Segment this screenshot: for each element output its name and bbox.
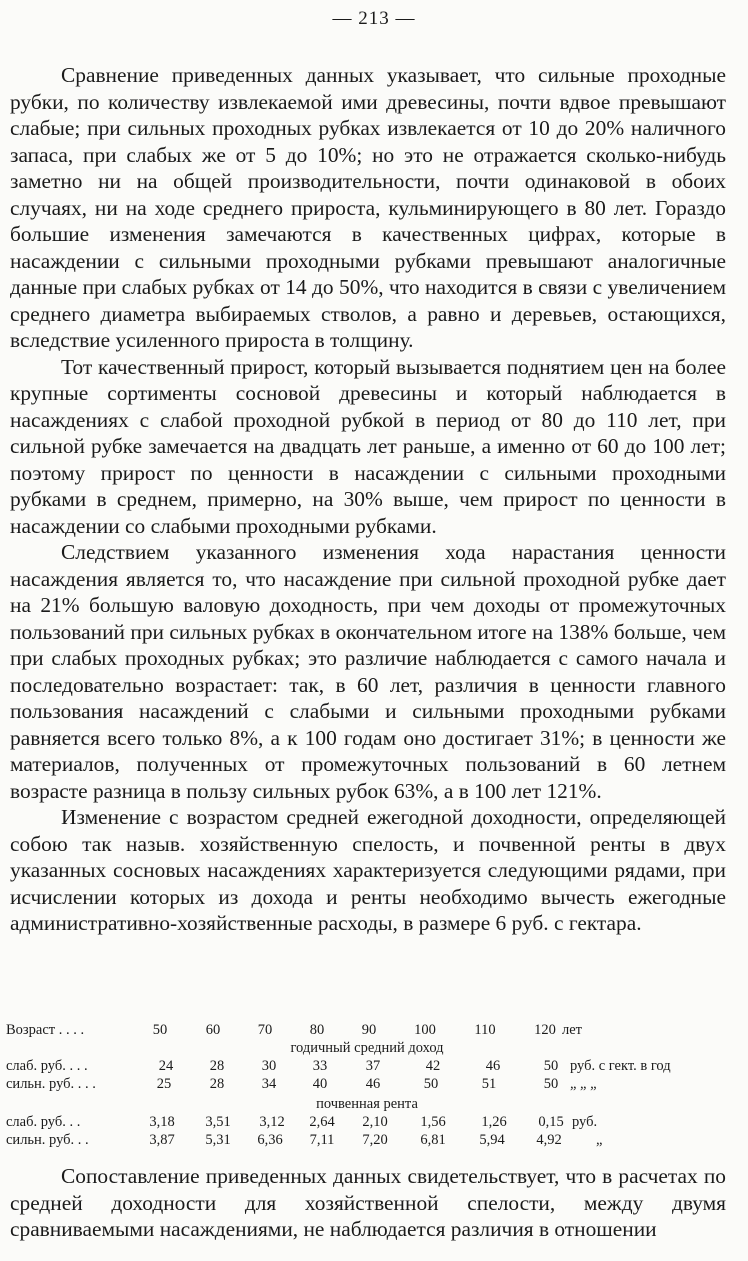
table-row xyxy=(6,1114,728,1132)
age-cell: 110 xyxy=(474,1022,496,1038)
body-text xyxy=(10,62,726,937)
table-cell: 33 xyxy=(312,1058,328,1074)
table-cell: 24 xyxy=(158,1058,174,1074)
age-cell: 60 xyxy=(205,1022,221,1038)
table-cell: 0,15 xyxy=(538,1114,564,1130)
table-cell: 6,36 xyxy=(257,1132,283,1148)
table-cell: 50 xyxy=(423,1076,439,1092)
table-cell: 40 xyxy=(312,1076,328,1092)
age-header-row xyxy=(6,1022,728,1040)
age-label: Возраст . . . . xyxy=(6,1022,85,1038)
paragraph: Следствием указанного изменения хода нарастания ценности насаждения является то, что насаждение при сильной проходной рубке дает на 21% большую валовую доходность, при чем доходы от промежуточных пользований при сильных рубках в окончательном итоге на 138% больше, чем при слабых проходных рубках; это различие наблюдается с самого начала и последовательно возрастает: так, в 60 лет, различия в ценности главного пользования насаждений с слабыми и сильными проходными рубками равняется всего только 8%, а к 100 годам оно достигает 31%; в ценности же материалов, полученных от промежуточных пользований в 60 летнем возрасте разница в пользу сильных рубок 63%, а в 100 лет 121%. xyxy=(10,540,726,803)
table-cell: 28 xyxy=(209,1076,225,1092)
table-cell: 6,81 xyxy=(420,1132,446,1148)
paragraph: Сравнение приведенных данных указывает, что сильные проходные рубки, по количеству извлекаемой ими древесины, почти вдвое превышают слабые; при сильных проходных рубках извлекается от 10 до 20% наличного запаса, при слабых же от 5 до 10%; но это не отражается сколько-нибудь заметно ни на общей производительности, почти одинаковой в обоих случаях, ни на ходе среднего прироста, кульминирующего в 80 лет. Гораздо большие изменения замечаются в качественных цифрах, которые в насаждении с сильными проходными рубками превышают аналогичные данные при слабых рубках от 14 до 50%, что находится в связи с увеличением среднего диаметра выбираемых стволов, а равно и деревьев, остающихся, вследствие усиленного прироста в толщину. xyxy=(10,63,726,352)
table-cell: 1,26 xyxy=(481,1114,507,1130)
section-title-row xyxy=(6,1040,728,1058)
table-cell: 4,92 xyxy=(536,1132,562,1148)
age-cell: 50 xyxy=(152,1022,168,1038)
table-cell: 2,10 xyxy=(362,1114,388,1130)
table-cell: 50 xyxy=(543,1076,559,1092)
table-cell: 2,64 xyxy=(309,1114,335,1130)
row-label: сильн. руб. . . xyxy=(6,1132,89,1148)
row-label: слаб. руб. . . . xyxy=(6,1058,88,1074)
table-cell: 28 xyxy=(209,1058,225,1074)
rent-section-title: почвенная рента xyxy=(316,1096,418,1112)
table-cell: 42 xyxy=(425,1058,441,1074)
paragraph: Сопоставление приведенных данных свидетельствует, что в расчетах по средней доходности для хозяйственной спелости, между двумя сравниваемыми насаждениями, не наблюдается различия в отношении xyxy=(10,1164,726,1241)
row-label: слаб. руб. . . xyxy=(6,1114,81,1130)
row-unit: руб. xyxy=(572,1114,598,1130)
section-title-row xyxy=(6,1096,728,1114)
body-text-continued xyxy=(10,1163,726,1243)
row-unit: „ xyxy=(596,1132,603,1148)
paragraph: Изменение с возрастом средней ежегодной доходности, определяющей собою так назыв. хозяйственную спелость, и почвенной ренты в двух указанных сосновых насаждениях характеризуется следующими рядами, при исчислении которых из дохода и ренты необходимо вычесть ежегодные административно-хозяйственные расходы, в размере 6 руб. с гектара. xyxy=(10,805,726,935)
table-cell: 34 xyxy=(261,1076,277,1092)
row-unit: „ „ „ xyxy=(570,1076,597,1092)
table-cell: 5,31 xyxy=(205,1132,231,1148)
table-cell: 3,87 xyxy=(149,1132,175,1148)
table-row xyxy=(6,1132,728,1150)
table-cell: 1,56 xyxy=(420,1114,446,1130)
age-cell: 90 xyxy=(361,1022,377,1038)
row-label: сильн. руб. . . . xyxy=(6,1076,96,1092)
table-row xyxy=(6,1058,728,1076)
table-cell: 30 xyxy=(261,1058,277,1074)
income-section-title: годичный средний доход xyxy=(290,1040,444,1056)
row-unit: руб. с гект. в год xyxy=(570,1058,671,1074)
age-unit: лет xyxy=(562,1022,583,1038)
age-cell: 100 xyxy=(414,1022,436,1038)
age-cell: 120 xyxy=(534,1022,556,1038)
income-rent-table xyxy=(6,1022,728,1150)
table-cell: 50 xyxy=(543,1058,559,1074)
table-cell: 46 xyxy=(365,1076,381,1092)
table-cell: 5,94 xyxy=(479,1132,505,1148)
table-cell: 3,18 xyxy=(149,1114,175,1130)
table-row xyxy=(6,1076,728,1094)
table-cell: 37 xyxy=(365,1058,381,1074)
table-cell: 7,11 xyxy=(309,1132,335,1148)
paragraph: Тот качественный прирост, который вызывается поднятием цен на более крупные сортименты сосновой древесины и который наблюдается в насаждениях с слабой проходной рубкой в период от 80 до 110 лет, при сильной рубке замечается на двадцать лет раньше, а именно от 60 до 100 лет; поэтому прирост по ценности в насаждении с сильными проходными рубками в среднем, примерно, на 30% выше, чем прирост по ценности в насаждении со слабыми проходными рубками. xyxy=(10,354,726,538)
age-cell: 70 xyxy=(257,1022,273,1038)
age-cell: 80 xyxy=(309,1022,325,1038)
table-cell: 3,51 xyxy=(205,1114,231,1130)
table-cell: 51 xyxy=(481,1076,497,1092)
table-cell: 7,20 xyxy=(362,1132,388,1148)
table-cell: 3,12 xyxy=(259,1114,285,1130)
table-cell: 25 xyxy=(156,1076,172,1092)
page-number: — 213 — xyxy=(332,8,416,29)
table-cell: 46 xyxy=(485,1058,501,1074)
